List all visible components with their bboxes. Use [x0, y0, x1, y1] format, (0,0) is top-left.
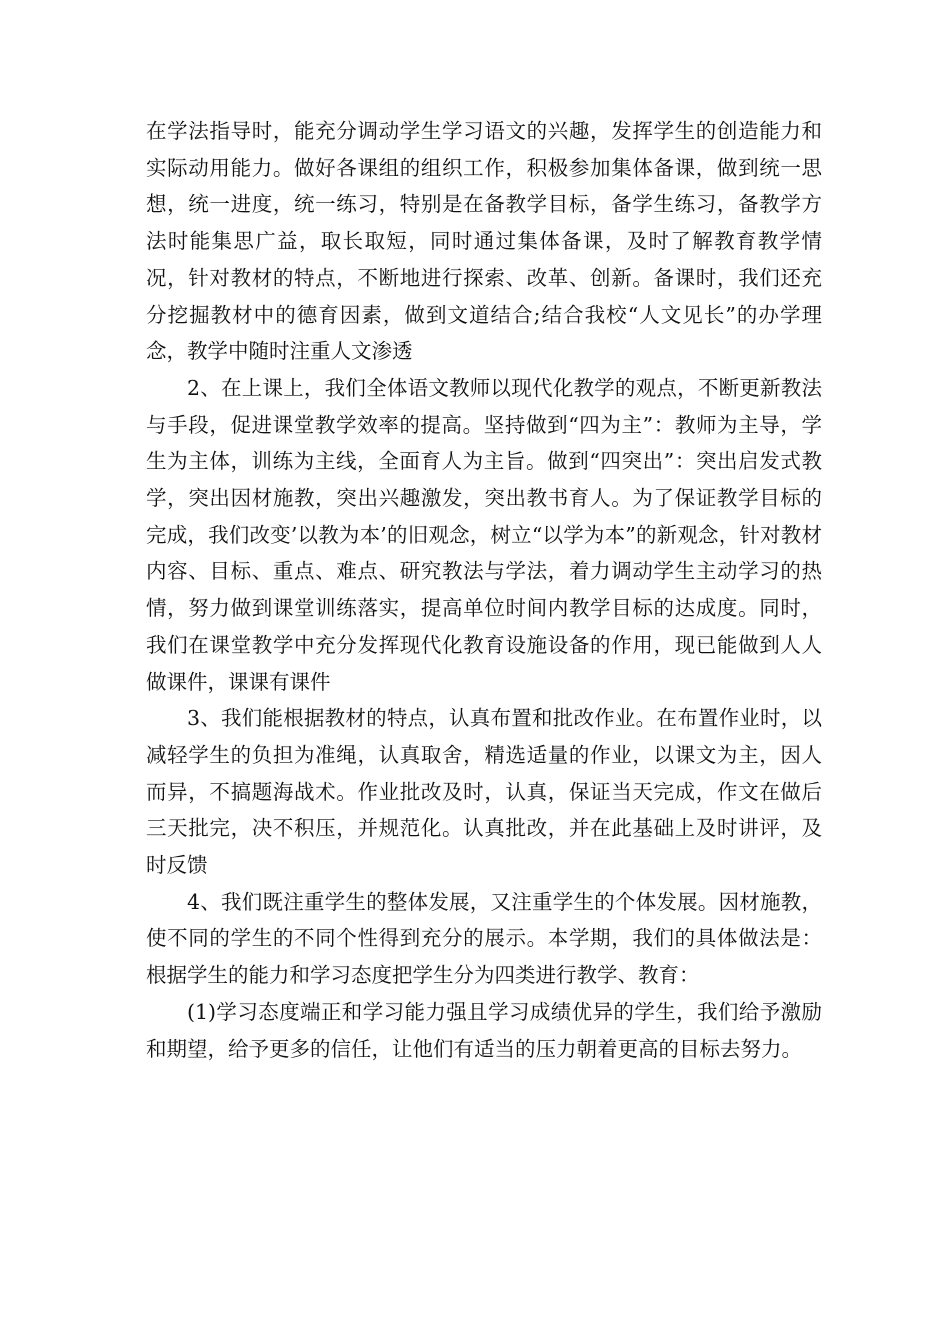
paragraph-classroom-teaching: 2、在上课上，我们全体语文教师以现代化教学的观点，不断更新教法与手段，促进课堂教学效率的提高。坚持做到“四为主”：教师为主导，学生为主体，训练为主线，全面育人为主旨。做到“四突出”：突出启发式教学，突出因材施教，突出兴趣激发，突出教书育人。为了保证教学目标的完成，我们改变’以教为本’的旧观念，树立“以学为本”的新观念，针对教材内容、目标、重点、难点、研究教法与学法，着力调动学生主动学习的热情，努力做到课堂训练落实，提高单位时间内教学目标的达成度。同时，我们在课堂教学中充分发挥现代化教育设施设备的作用，现已能做到人人做课件，课课有课件: [146, 375, 822, 694]
paragraph-individual-development: 4、我们既注重学生的整体发展，又注重学生的个体发展。因材施教，使不同的学生的不同个性得到充分的展示。本学期，我们的具体做法是：根据学生的能力和学习态度把学生分为四类进行教学、教育：: [146, 889, 822, 988]
paragraph-lesson-preparation: 在学法指导时，能充分调动学生学习语文的兴趣，发挥学生的创造能力和实际动用能力。做好各课组的组织工作，积极参加集体备课，做到统一思想，统一进度，统一练习，特别是在备教学目标，备学生练习，备教学方法时能集思广益，取长取短，同时通过集体备课，及时了解教育教学情况，针对教材的特点，不断地进行探索、改革、创新。备课时，我们还充分挖掘教材中的德育因素，做到文道结合;结合我校“人文见长”的办学理念，教学中随时注重人文渗透: [146, 119, 822, 364]
paragraph-student-category-1: (1)学习态度端正和学习能力强且学习成绩优异的学生，我们给予激励和期望，给予更多的信任，让他们有适当的压力朝着更高的目标去努力。: [146, 999, 822, 1061]
paragraph-homework: 3、我们能根据教材的特点，认真布置和批改作业。在布置作业时，以减轻学生的负担为准绳，认真取舍，精选适量的作业，以课文为主，因人而异，不搞题海战术。作业批改及时，认真，保证当天完成，作文在做后三天批完，决不积压，并规范化。认真批改，并在此基础上及时讲评，及时反馈: [146, 706, 822, 878]
document-body: [146, 113, 822, 1067]
